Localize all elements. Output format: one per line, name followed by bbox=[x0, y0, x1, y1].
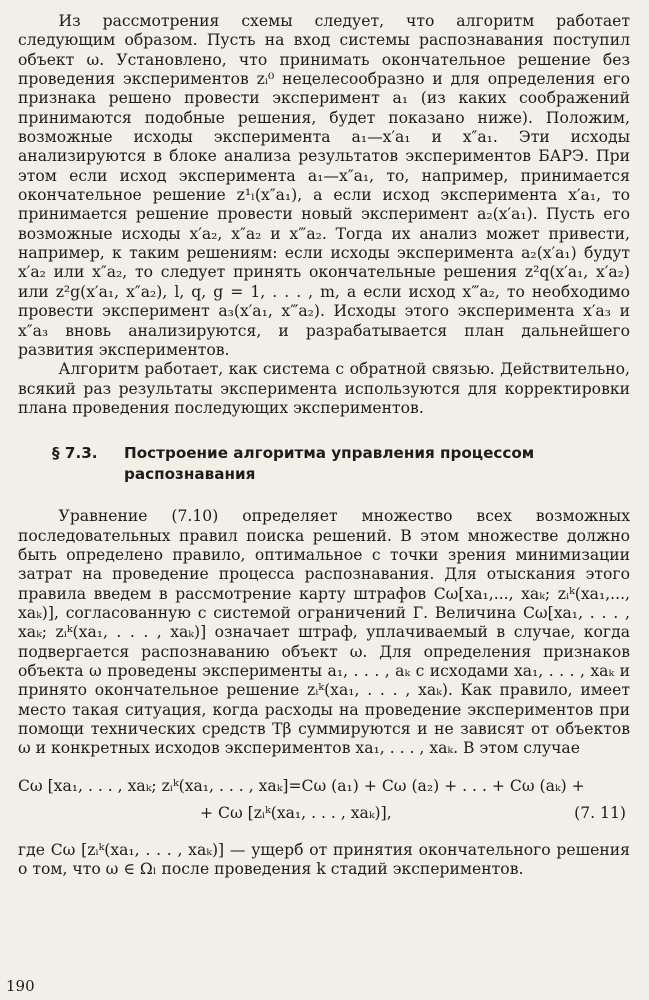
paragraph-loss-definition: где Cω [zᵢᵏ(xa₁, . . . , xaₖ)] — ущерб от принятия окончательного решения о том, что ω ∈ Ωₗ после проведения k стадий экспериментов. bbox=[18, 840, 630, 879]
equation-7-11 bbox=[18, 773, 630, 827]
page-body bbox=[18, 12, 630, 879]
equation-number: (7. 11) bbox=[574, 803, 626, 822]
section-number: § 7.3. bbox=[52, 444, 98, 463]
section-title-line1: Построение алгоритма управления процессом bbox=[124, 444, 535, 463]
equation-line1: Cω [xa₁, . . . , xaₖ; zᵢᵏ(xa₁, . . . , xaₖ]=Cω (a₁) + Cω (a₂) + . . . + Cω (aₖ) + bbox=[18, 776, 585, 795]
equation-line2: + Cω [zᵢᵏ(xa₁, . . . , xaₖ)], bbox=[200, 803, 392, 822]
section-title-line2: распознавания bbox=[124, 465, 256, 484]
paragraph-feedback: Алгоритм работает, как система с обратной связью. Действительно, всякий раз результаты эксперимента используются для корректировки плана проведения последующих экспериментов. bbox=[18, 360, 630, 417]
paragraph-algorithm-description: Из рассмотрения схемы следует, что алгоритм работает следующим образом. Пусть на вход системы распознавания поступил объект ω. Установлено, что принимать окончательное решение без проведения экспериментов zᵢ⁰ нецелесообразно и для определения его признака решено провести эксперимент a₁ (из каких соображений принимаются подобные решения, будет показано ниже). Положим, возможные исходы эксперимента a₁—x′a₁ и x″a₁. Эти исходы анализируются в блоке анализа результатов экспериментов БАРЭ. При этом если исход эксперимента a₁—x″a₁, то, например, принимается окончательное решение z¹ₗ(x″a₁), а если исход эксперимента x′a₁, то принимается решение провести новый эксперимент a₂(x′a₁). Пусть его возможные исходы x′a₂, x″a₂ и x‴a₂. Тогда их анализ может привести, например, к таким решениям: если исходы эксперимента a₂(x′a₁) будут x′a₂ или x″a₂, то следует принять окончательные решения z²q(x′a₁, x′a₂) или z²g(x′a₁, x″a₂), l, q, g = 1, . . . , m, а если исход x‴a₂, то необходимо провести эксперимент a₃(x′a₁, x‴a₂). Исходы этого эксперимента x′a₃ и x″a₃ вновь анализируются, и разрабатывается план дальнейшего развития экспериментов. bbox=[18, 12, 630, 359]
paragraph-penalty-map: Уравнение (7.10) определяет множество всех возможных последовательных правил поиска решений. В этом множестве должно быть определено правило, оптимальное с точки зрения минимизации затрат на проведение процесса распознавания. Для отыскания этого правила введем в рассмотрение карту штрафов Cω[xa₁,..., xaₖ; zᵢᵏ(xa₁,..., xaₖ)], согласованную с системой ограничений Г. Величина Cω[xa₁, . . . , xaₖ; zᵢᵏ(xa₁, . . . , xaₖ)] означает штраф, уплачиваемый в случае, когда подвергается распознаванию объект ω. Для определения признаков объекта ω проведены эксперименты a₁, . . . , aₖ с исходами xa₁, . . . , xaₖ и принято окончательное решение zᵢᵏ(xa₁, . . . , xaₖ). Как правило, имеет место такая ситуация, когда расходы на проведение экспериментов при помощи технических средств Tβ суммируются и не зависят от объектов ω и конкретных исходов экспериментов xa₁, . . . , xaₖ. В этом случае bbox=[18, 507, 630, 758]
equation-line2-row bbox=[18, 800, 630, 827]
page-number: 190 bbox=[6, 977, 35, 995]
section-heading bbox=[52, 443, 630, 485]
